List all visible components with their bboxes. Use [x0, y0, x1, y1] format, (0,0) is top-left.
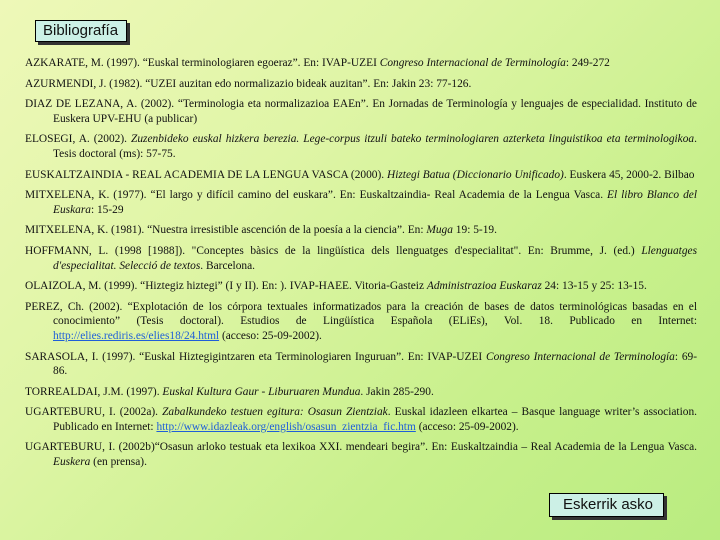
reference-text: : 249-272: [565, 57, 610, 69]
reference-entry: [25, 132, 697, 161]
reference-italic-text: El libro Blanco del Euskara: [53, 189, 698, 216]
reference-entry: [25, 168, 697, 183]
reference-list: [25, 56, 697, 476]
reference-italic-text: Muga: [426, 224, 453, 237]
reference-text: . Jakin 285-290.: [360, 385, 434, 398]
reference-text: (acceso: 25-09-2002).: [219, 329, 322, 342]
reference-text: . Euskal idazleen elkartea – Basque language writer’s association. Publicado en Internet:: [53, 406, 698, 433]
reference-text: . Tesis doctoral (ms): 57-75.: [53, 133, 697, 160]
reference-text: : 69-86.: [53, 350, 698, 378]
reference-entry: [25, 77, 697, 92]
closing-label: Eskerrik asko: [549, 493, 664, 517]
reference-link[interactable]: http://elies.rediris.es/elies18/24.html: [53, 329, 220, 342]
reference-italic-text: Hiztegi Batua (Diccionario Unificado): [386, 168, 564, 181]
reference-entry: [25, 405, 697, 434]
reference-entry: [25, 56, 697, 71]
reference-text: 24: 13-15 y 25: 13-15.: [541, 280, 647, 293]
reference-text: UGARTEBURU, I. (2002a).: [25, 406, 163, 419]
reference-text: AZURMENDI, J. (1982). “UZEI auzitan edo normalizazio bideak auzitan”. En: Jakin 23: 77-126.: [25, 77, 472, 90]
slide-title: Bibliografía: [35, 20, 127, 42]
reference-text: OLAIZOLA, M. (1999). “Hiztegiz hiztegi” (I y II). En: ). IVAP-HAEE. Vitoria-Gasteiz: [25, 280, 427, 293]
reference-entry: [25, 440, 697, 469]
reference-entry: [25, 223, 697, 238]
reference-text: (acceso: 25-09-2002).: [415, 420, 519, 433]
reference-entry: [25, 97, 697, 126]
reference-text: ELOSEGI, A. (2002).: [25, 133, 132, 146]
reference-italic-text: Administrazioa Euskaraz: [426, 280, 542, 293]
reference-text: (en prensa).: [90, 456, 147, 469]
reference-entry: [25, 350, 697, 379]
reference-text: AZKARATE, M. (1997). “Euskal terminologiaren egoeraz”. En: IVAP-UZEI: [25, 57, 380, 69]
reference-italic-text: Euskera: [53, 456, 91, 469]
reference-text: EUSKALTZAINDIA - REAL ACADEMIA DE LA LENGUA VASCA (2000).: [25, 168, 387, 181]
reference-text: UGARTEBURU, I. (2002b)“Osasun arloko testuak eta lexikoa XXI. mendeari begira”. En: Euskaltzaindia – Real Academia de la Lengua Vasca.: [25, 441, 697, 454]
reference-italic-text: Zabalkundeko testuen egitura: Osasun Zientziak: [162, 406, 388, 419]
reference-text: TORREALDAI, J.M. (1997).: [25, 385, 163, 398]
reference-italic-text: Congreso Internacional de Terminología: [485, 350, 675, 363]
reference-text: . Barcelona.: [200, 259, 256, 272]
reference-entry: [25, 188, 697, 217]
reference-entry: [25, 244, 697, 273]
reference-text: MITXELENA, K. (1977). “El largo y difícil camino del euskara”. En: Euskaltzaindia- Real Academia de la Lengua Vasca.: [25, 189, 608, 202]
reference-text: 19: 5-19.: [452, 224, 497, 237]
reference-text: DIAZ DE LEZANA, A. (2002). “Terminologia eta normalizazioa EAEn”. En Jornadas de Terminología y lenguajes de especialidad. Instituto de Euskera UPV-EHU (a publicar): [25, 98, 697, 125]
reference-text: . Euskera 45, 2000-2. Bilbao: [563, 168, 695, 181]
reference-text: SARASOLA, I. (1997). “Euskal Hiztegigintzaren eta Terminologiaren Inguruan”. En: IVAP-UZEI: [25, 350, 486, 363]
reference-text: MITXELENA, K. (1981). “Nuestra irresistible ascención de la poesía a la ciencia”. En:: [25, 224, 427, 237]
reference-text: : 15-29: [90, 203, 124, 216]
reference-italic-text: Llenguatges d'especialitat. Selecció de textos: [53, 244, 697, 272]
reference-text: HOFFMANN, L. (1998 [1988]). "Conceptes bàsics de la lingüística dels llenguatges d'especialitat". En: Brumme, J. (ed.): [25, 244, 642, 257]
reference-entry: [25, 300, 697, 344]
reference-link[interactable]: http://www.idazleak.org/english/osasun_zientzia_fic.htm: [156, 420, 416, 433]
reference-entry: [25, 385, 697, 400]
reference-text: PEREZ, Ch. (2002). “Explotación de los córpora textuales informatizados para la creación de bases de datos terminológicas basadas en el conocimiento” (Tesis doctoral). Estudios de Lingüística Española (ELiEs), Vol. 18. Publicado en Internet:: [25, 300, 697, 328]
reference-entry: [25, 279, 697, 294]
reference-italic-text: Zuzenbideko euskal hizkera berezia. Lege-corpus itzuli bateko terminologiaren azterketa linguistikoa eta terminologikoa: [131, 133, 695, 146]
reference-italic-text: Euskal Kultura Gaur - Liburuaren Mundua: [162, 385, 361, 398]
reference-italic-text: Congreso Internacional de Terminología: [379, 57, 566, 69]
